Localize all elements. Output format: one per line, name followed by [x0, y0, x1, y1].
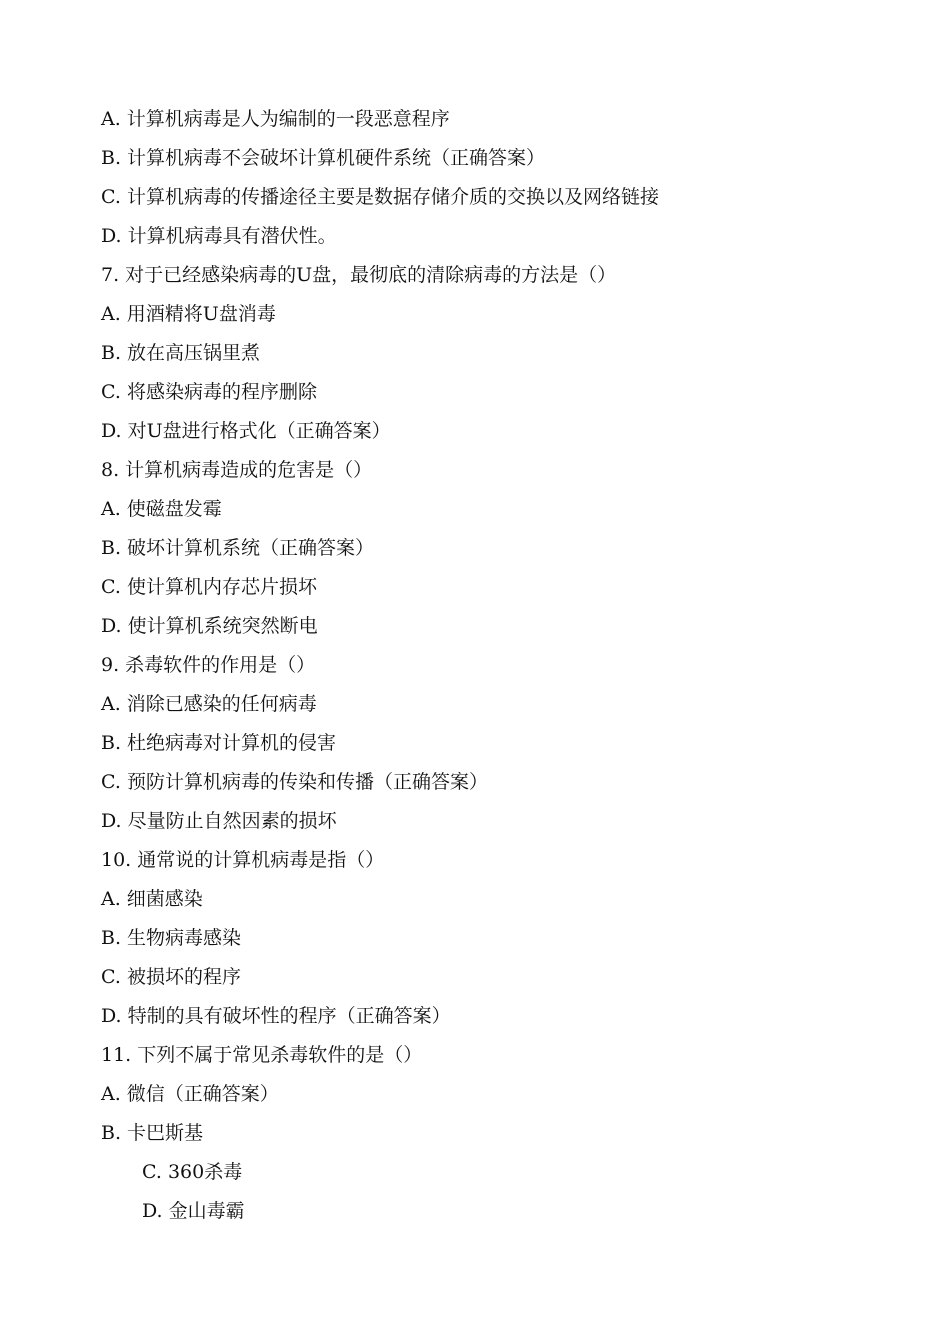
answer-option: B. 破坏计算机系统（正确答案）	[101, 537, 375, 559]
answer-option: D. 特制的具有破坏性的程序（正确答案）	[101, 1005, 451, 1027]
answer-option: B. 卡巴斯基	[101, 1122, 204, 1144]
answer-option: B. 杜绝病毒对计算机的侵害	[101, 732, 337, 754]
question-stem: 11. 下列不属于常见杀毒软件的是（）	[101, 1044, 423, 1066]
answer-option: D. 金山毒霸	[142, 1200, 245, 1222]
answer-option: B. 计算机病毒不会破坏计算机硬件系统（正确答案）	[101, 147, 546, 169]
question-stem: 10. 通常说的计算机病毒是指（）	[101, 849, 385, 871]
answer-option: A. 消除已感染的任何病毒	[101, 693, 317, 715]
question-stem: 9. 杀毒软件的作用是（）	[101, 654, 316, 676]
answer-option: C. 使计算机内存芯片损坏	[101, 576, 317, 598]
answer-option: C. 计算机病毒的传播途径主要是数据存储介质的交换以及网络链接	[101, 186, 659, 208]
answer-option: D. 对U盘进行格式化（正确答案）	[101, 420, 391, 442]
answer-option: C. 被损坏的程序	[101, 966, 241, 988]
answer-option: A. 使磁盘发霉	[101, 498, 222, 520]
question-list	[101, 100, 901, 1231]
question-stem: 7. 对于已经感染病毒的U盘，最彻底的清除病毒的方法是（）	[101, 264, 617, 286]
answer-option: A. 计算机病毒是人为编制的一段恶意程序	[101, 108, 450, 130]
answer-option: D. 计算机病毒具有潜伏性。	[101, 225, 337, 247]
answer-option: B. 生物病毒感染	[101, 927, 242, 949]
answer-option: A. 微信（正确答案）	[101, 1083, 279, 1105]
answer-option: C. 将感染病毒的程序删除	[101, 381, 317, 403]
answer-option: A. 细菌感染	[101, 888, 203, 910]
answer-option: D. 尽量防止自然因素的损坏	[101, 810, 337, 832]
question-stem: 8. 计算机病毒造成的危害是（）	[101, 459, 373, 481]
answer-option: C. 预防计算机病毒的传染和传播（正确答案）	[101, 771, 488, 793]
answer-option: B. 放在高压锅里煮	[101, 342, 261, 364]
answer-option: C. 360杀毒	[142, 1161, 243, 1183]
answer-option: A. 用酒精将U盘消毒	[101, 303, 276, 325]
answer-option: D. 使计算机系统突然断电	[101, 615, 318, 637]
